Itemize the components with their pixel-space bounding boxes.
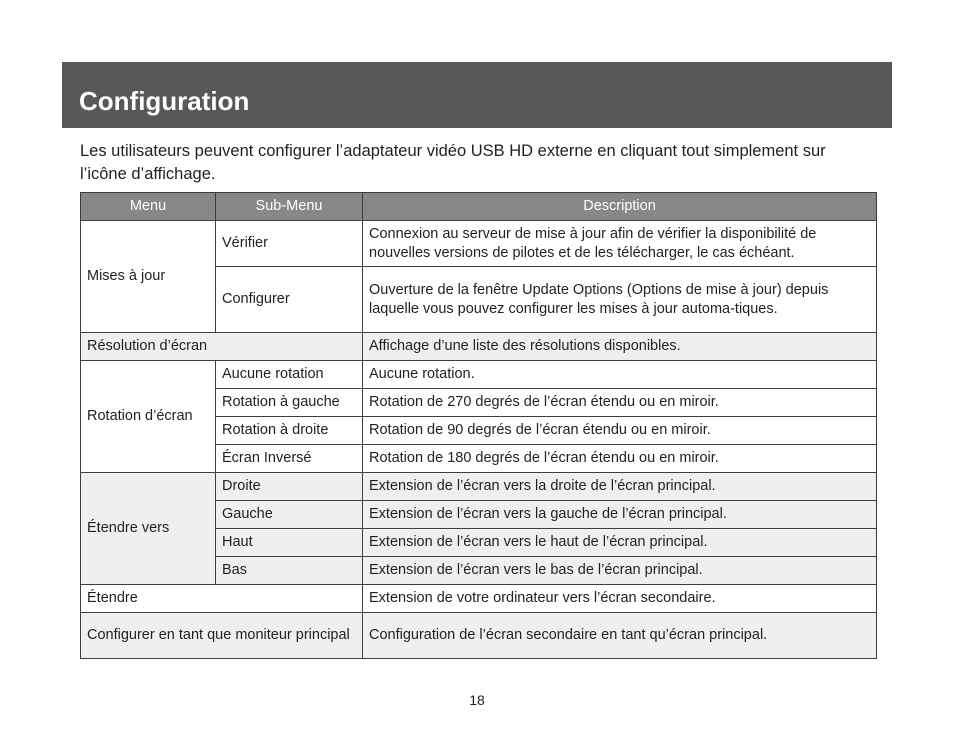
table-row <box>81 585 877 613</box>
section-title-bar <box>62 62 892 128</box>
menu-cell: Étendre <box>81 585 363 613</box>
description-cell: Extension de l’écran vers la gauche de l’écran principal. <box>363 501 877 529</box>
submenu-cell: Écran Inversé <box>216 445 363 473</box>
description-cell: Extension de l’écran vers le haut de l’écran principal. <box>363 529 877 557</box>
submenu-cell: Rotation à gauche <box>216 389 363 417</box>
description-cell: Aucune rotation. <box>363 361 877 389</box>
description-cell: Ouverture de la fenêtre Update Options (Options de mise à jour) depuis laquelle vous pouvez configurer les mises à jour automa-tiques. <box>363 267 877 333</box>
description-cell: Extension de votre ordinateur vers l’écran secondaire. <box>363 585 877 613</box>
menu-cell: Rotation d’écran <box>81 361 216 473</box>
table-row <box>81 221 877 267</box>
menu-cell: Résolution d’écran <box>81 333 363 361</box>
page-number: 18 <box>469 692 485 708</box>
submenu-cell: Haut <box>216 529 363 557</box>
description-cell: Connexion au serveur de mise à jour afin de vérifier la disponibilité de nouvelles versions de pilotes et de les télécharger, le cas échéant. <box>363 221 877 267</box>
description-cell: Configuration de l’écran secondaire en tant qu’écran principal. <box>363 613 877 659</box>
submenu-cell: Rotation à droite <box>216 417 363 445</box>
table-row <box>81 473 877 501</box>
configuration-table <box>80 192 877 659</box>
submenu-cell: Gauche <box>216 501 363 529</box>
menu-cell: Étendre vers <box>81 473 216 585</box>
table-row <box>81 361 877 389</box>
description-cell: Rotation de 180 degrés de l’écran étendu ou en miroir. <box>363 445 877 473</box>
description-cell: Rotation de 90 degrés de l’écran étendu ou en miroir. <box>363 417 877 445</box>
description-cell: Affichage d’une liste des résolutions disponibles. <box>363 333 877 361</box>
header-description: Description <box>363 193 877 221</box>
header-sub-menu: Sub-Menu <box>216 193 363 221</box>
description-cell: Extension de l’écran vers le bas de l’écran principal. <box>363 557 877 585</box>
menu-cell: Configurer en tant que moniteur principal <box>81 613 363 659</box>
submenu-cell: Configurer <box>216 267 363 333</box>
menu-cell: Mises à jour <box>81 221 216 333</box>
table-row <box>81 613 877 659</box>
submenu-cell: Droite <box>216 473 363 501</box>
submenu-cell: Bas <box>216 557 363 585</box>
description-cell: Extension de l’écran vers la droite de l’écran principal. <box>363 473 877 501</box>
table-row <box>81 333 877 361</box>
page-title: Configuration <box>79 85 250 116</box>
intro-paragraph: Les utilisateurs peuvent configurer l’adaptateur vidéo USB HD externe en cliquant tout simplement sur l’icône d’affichage. <box>80 142 826 183</box>
submenu-cell: Vérifier <box>216 221 363 267</box>
submenu-cell: Aucune rotation <box>216 361 363 389</box>
description-cell: Rotation de 270 degrés de l’écran étendu ou en miroir. <box>363 389 877 417</box>
header-menu: Menu <box>81 193 216 221</box>
table-header-row <box>81 193 877 221</box>
